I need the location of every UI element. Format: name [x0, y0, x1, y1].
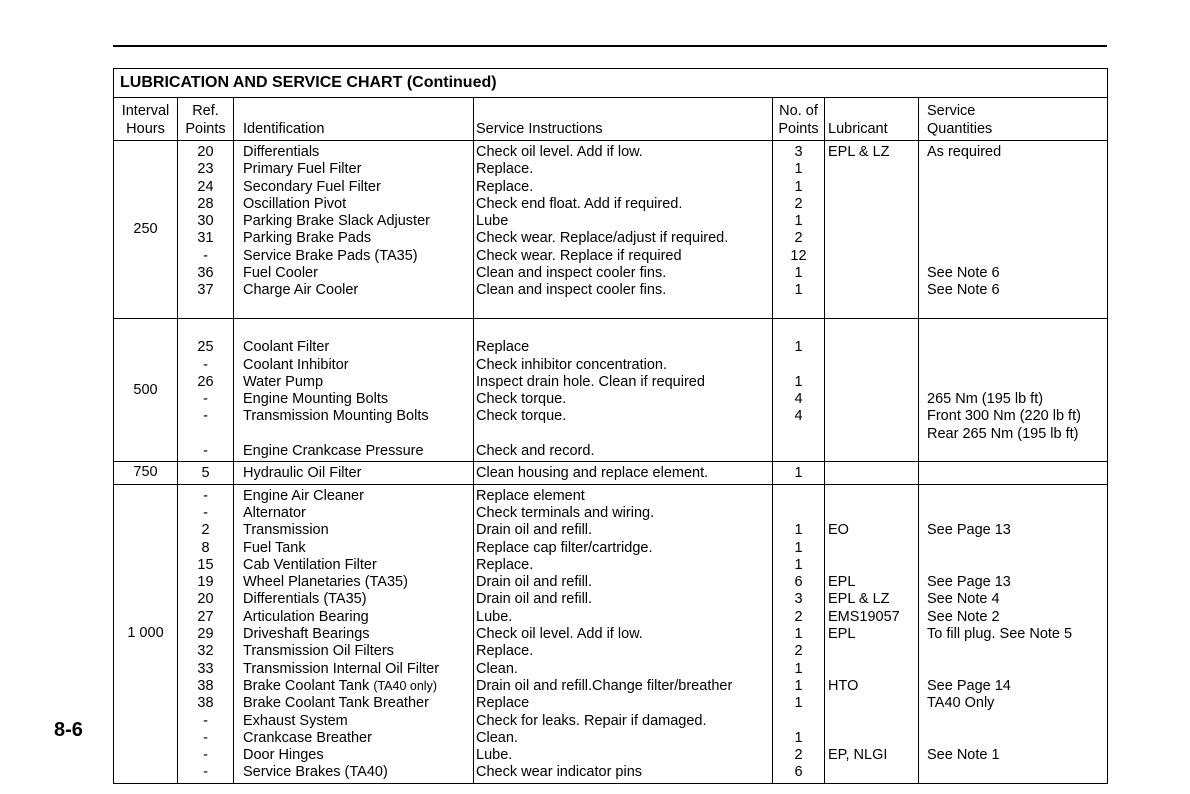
interval-hours: 500 [114, 318, 178, 461]
service-quantity: See Page 13 [927, 522, 1011, 539]
service-instruction: Check terminals and wiring. [476, 504, 655, 521]
lubricant [828, 230, 918, 247]
identification: Engine Air Cleaner [243, 487, 364, 504]
ref-point: 32 [197, 643, 214, 660]
service-instruction: Replace. [476, 161, 534, 178]
service-instruction: Check torque. [476, 408, 567, 425]
number-of-points: 12 [790, 247, 807, 264]
page-number: 8-6 [54, 719, 83, 741]
service-quantity [927, 248, 1107, 265]
ref-point: 23 [197, 161, 214, 178]
service-quantity [927, 443, 1107, 460]
service-quantity [927, 465, 1107, 482]
lubricant [828, 248, 918, 265]
header-interval: Interval Hours [114, 98, 178, 141]
lubricant [828, 695, 918, 712]
lubricant [828, 557, 918, 574]
number-of-points: 1 [794, 660, 803, 677]
number-of-points: 3 [794, 591, 803, 608]
service-instruction: Clean. [476, 660, 518, 677]
lubricant: HTO [828, 677, 859, 694]
lubricant [828, 282, 918, 299]
service-instruction-column [474, 318, 773, 461]
identification: Cab Ventilation Filter [243, 556, 377, 573]
identification [243, 322, 473, 339]
number-of-points: 1 [794, 626, 803, 643]
service-quantity: See Page 14 [927, 677, 1011, 694]
header-lubricant: Lubricant [825, 98, 919, 141]
identification: Coolant Inhibitor [243, 356, 349, 373]
lubricant [828, 391, 918, 408]
identification: Articulation Bearing [243, 608, 369, 625]
top-rule [113, 45, 1107, 47]
identification: Charge Air Cooler [243, 282, 359, 299]
lubricant [828, 443, 918, 460]
service-instruction: Lube. [476, 608, 513, 625]
lubricant [828, 265, 918, 282]
ref-point: - [203, 356, 208, 373]
ref-point: 38 [197, 695, 214, 712]
lubricant-column [825, 462, 919, 484]
service-instruction [476, 300, 772, 317]
identification: Differentials (TA35) [243, 591, 367, 608]
ref-point: 36 [197, 265, 214, 282]
identification: Transmission Mounting Bolts [243, 408, 429, 425]
number-of-points: 2 [794, 195, 803, 212]
service-quantity [927, 357, 1107, 374]
identification: Coolant Filter [243, 339, 330, 356]
chart-title: LUBRICATION AND SERVICE CHART (Continued) [114, 69, 1108, 98]
number-of-points: 1 [794, 465, 803, 482]
service-instruction: Replace [476, 695, 530, 712]
ref-point: 8 [201, 539, 210, 556]
ref-point: 33 [197, 660, 214, 677]
service-quantity [927, 713, 1107, 730]
lubricant: EPL & LZ [828, 591, 890, 608]
service-quantity: See Note 1 [927, 747, 1000, 764]
identification: Water Pump [243, 373, 324, 390]
lubricant [828, 643, 918, 660]
lubricant: EO [828, 522, 849, 539]
lubricant [828, 488, 918, 505]
service-quantity: Front 300 Nm (220 lb ft) [927, 408, 1081, 425]
lubricant [828, 339, 918, 356]
interval-group [114, 141, 1108, 319]
ref-point: - [203, 747, 208, 764]
header-row [114, 98, 1108, 141]
service-instruction: Check wear. Replace/adjust if required. [476, 230, 729, 247]
service-quantity-column [919, 462, 1108, 484]
header-no-of-points: No. of Points [773, 98, 825, 141]
service-instruction: Clean housing and replace element. [476, 465, 709, 482]
identification: Transmission Internal Oil Filter [243, 660, 440, 677]
service-instruction: Replace element [476, 487, 585, 504]
ref-point: - [203, 504, 208, 521]
ref-point: - [203, 391, 208, 408]
service-instruction: Replace [476, 339, 530, 356]
identification: Transmission Oil Filters [243, 643, 394, 660]
identification: Engine Crankcase Pressure [243, 443, 424, 460]
ref-point: - [203, 729, 208, 746]
number-of-points: 1 [794, 695, 803, 712]
ref-point-column [178, 484, 234, 783]
number-of-points [773, 488, 824, 505]
number-of-points: 1 [794, 265, 803, 282]
interval-group [114, 318, 1108, 461]
service-instruction: Clean and inspect cooler fins. [476, 282, 667, 299]
service-quantity [927, 557, 1107, 574]
service-instruction [476, 426, 772, 443]
identification: Secondary Fuel Filter [243, 178, 381, 195]
lubricant: EP, NLGI [828, 747, 888, 764]
lubricant [828, 161, 918, 178]
number-of-points-column [773, 462, 825, 484]
service-instruction: Inspect drain hole. Clean if required [476, 373, 705, 390]
service-instruction: Check and record. [476, 443, 595, 460]
service-instruction: Check oil level. Add if low. [476, 144, 643, 160]
lubricant [828, 374, 918, 391]
identification-column [234, 141, 474, 319]
service-quantity [927, 764, 1107, 781]
service-instruction: Replace. [476, 556, 534, 573]
service-instruction: Drain oil and refill. [476, 591, 593, 608]
lubricant-column [825, 484, 919, 783]
service-quantity [927, 661, 1107, 678]
number-of-points: 2 [794, 608, 803, 625]
identification-column [234, 318, 474, 461]
ref-point: - [203, 408, 208, 425]
number-of-points: 4 [794, 391, 803, 408]
number-of-points-column [773, 318, 825, 461]
service-quantity [927, 161, 1107, 178]
service-instruction: Check end float. Add if required. [476, 195, 683, 212]
number-of-points: 1 [794, 677, 803, 694]
number-of-points: 1 [794, 178, 803, 195]
ref-point: - [203, 487, 208, 504]
service-quantity [927, 643, 1107, 660]
number-of-points: 1 [794, 539, 803, 556]
number-of-points: 1 [794, 213, 803, 230]
service-quantity: As required [927, 144, 1002, 160]
ref-point: 15 [197, 556, 214, 573]
service-instruction: Check torque. [476, 391, 567, 408]
service-instruction-column [474, 484, 773, 783]
interval-hours: 750 [114, 462, 178, 484]
lubricant-column [825, 141, 919, 319]
service-instruction: Drain oil and refill.Change filter/breather [476, 677, 733, 694]
service-quantity [927, 230, 1107, 247]
number-of-points [773, 713, 824, 730]
number-of-points: 1 [794, 556, 803, 573]
service-instruction: Lube. [476, 747, 513, 764]
identification-column [234, 484, 474, 783]
service-quantity-column [919, 318, 1108, 461]
service-instruction: Check oil level. Add if low. [476, 626, 643, 643]
ref-point: 19 [197, 574, 214, 591]
number-of-points-column [773, 141, 825, 319]
lubricant: EPL [828, 626, 856, 643]
ref-point: 29 [197, 626, 214, 643]
identification: Door Hinges [243, 747, 324, 764]
ref-point: 25 [197, 339, 214, 356]
number-of-points: 6 [794, 574, 803, 591]
number-of-points: 2 [794, 747, 803, 764]
lubricant [828, 764, 918, 781]
service-instruction: Replace. [476, 643, 534, 660]
number-of-points: 1 [794, 282, 803, 299]
identification: Driveshaft Bearings [243, 626, 370, 643]
identification: Hydraulic Oil Filter [243, 465, 362, 482]
service-quantity [927, 730, 1107, 747]
service-quantity [927, 196, 1107, 213]
number-of-points [773, 426, 824, 443]
service-instruction: Drain oil and refill. [476, 574, 593, 591]
lubricant [828, 322, 918, 339]
lubricant [828, 179, 918, 196]
interval-hours: 250 [114, 141, 178, 319]
ref-point: - [203, 443, 208, 460]
interval-hours: 1 000 [114, 484, 178, 783]
lubricant [828, 505, 918, 522]
ref-point-column [178, 318, 234, 461]
ref-point: 20 [197, 591, 214, 608]
service-quantity [927, 213, 1107, 230]
service-quantity-column [919, 141, 1108, 319]
service-quantity [927, 322, 1107, 339]
service-instruction: Drain oil and refill. [476, 522, 593, 539]
lubricant [828, 300, 918, 317]
identification [243, 426, 473, 443]
service-quantity [927, 179, 1107, 196]
lubricant: EPL & LZ [828, 144, 890, 160]
service-instruction-column [474, 141, 773, 319]
identification: Brake Coolant Tank Breather [243, 695, 429, 712]
lubricant [828, 357, 918, 374]
lubricant [828, 540, 918, 557]
number-of-points: 1 [794, 522, 803, 539]
ref-point-column [178, 462, 234, 484]
interval-group [114, 484, 1108, 783]
identification: Differentials [243, 144, 320, 160]
ref-point: 30 [197, 213, 214, 230]
service-quantity: See Note 6 [927, 282, 1000, 299]
service-instruction: Replace. [476, 178, 534, 195]
number-of-points [773, 357, 824, 374]
service-instruction: Lube [476, 213, 509, 230]
service-instruction: Clean. [476, 729, 518, 746]
identification: Alternator [243, 504, 306, 521]
header-service-instructions: Service Instructions [474, 98, 773, 141]
service-quantity: See Note 2 [927, 608, 1000, 625]
service-instruction: Clean and inspect cooler fins. [476, 265, 667, 282]
service-quantity: To fill plug. See Note 5 [927, 626, 1073, 643]
identification-column [234, 462, 474, 484]
number-of-points [773, 505, 824, 522]
lubricant [828, 213, 918, 230]
service-quantity [927, 488, 1107, 505]
identification: Fuel Tank [243, 539, 306, 556]
ref-point: 24 [197, 178, 214, 195]
ref-point [178, 322, 233, 339]
identification: Primary Fuel Filter [243, 161, 362, 178]
ref-point: 28 [197, 195, 214, 212]
identification: Engine Mounting Bolts [243, 391, 389, 408]
number-of-points [773, 300, 824, 317]
service-quantity [927, 300, 1107, 317]
number-of-points-column [773, 484, 825, 783]
ref-point: 27 [197, 608, 214, 625]
ref-point [178, 426, 233, 443]
ref-point: 20 [197, 144, 214, 160]
lubricant [828, 426, 918, 443]
number-of-points: 6 [794, 764, 803, 781]
service-quantity: Rear 265 Nm (195 lb ft) [927, 425, 1079, 442]
identification: Fuel Cooler [243, 265, 318, 282]
service-quantity: See Note 4 [927, 591, 1000, 608]
number-of-points [773, 322, 824, 339]
service-quantity: See Note 6 [927, 265, 1000, 282]
ref-point: - [203, 712, 208, 729]
service-instruction: Replace cap filter/cartridge. [476, 539, 653, 556]
service-instruction: Check wear. Replace if required [476, 247, 682, 264]
identification: Exhaust System [243, 712, 348, 729]
identification: Parking Brake Slack Adjuster [243, 213, 430, 230]
ref-point [178, 300, 233, 317]
identification: Transmission [243, 522, 329, 539]
lubricant [828, 730, 918, 747]
ref-point: 5 [201, 465, 210, 482]
lubrication-service-chart [113, 68, 1108, 784]
ref-point: 38 [197, 677, 214, 694]
number-of-points: 2 [794, 230, 803, 247]
service-instruction: Check inhibitor concentration. [476, 356, 668, 373]
ref-point: - [203, 764, 208, 781]
service-quantity: 265 Nm (195 lb ft) [927, 391, 1044, 408]
ref-point: - [203, 247, 208, 264]
lubricant-column [825, 318, 919, 461]
identification: Wheel Planetaries (TA35) [243, 574, 408, 591]
service-quantity-column [919, 484, 1108, 783]
service-quantity [927, 505, 1107, 522]
identification: Service Brake Pads (TA35) [243, 247, 418, 264]
ref-point: 2 [201, 522, 210, 539]
lubricant [828, 408, 918, 425]
interval-group [114, 462, 1108, 484]
lubricant [828, 713, 918, 730]
identification: Oscillation Pivot [243, 195, 347, 212]
lubricant [828, 465, 918, 482]
service-quantity: See Page 13 [927, 574, 1011, 591]
ref-point: 26 [197, 373, 214, 390]
identification: Parking Brake Pads [243, 230, 372, 247]
lubricant: EMS19057 [828, 608, 900, 625]
service-instruction-column [474, 462, 773, 484]
ref-point-column [178, 141, 234, 319]
number-of-points: 1 [794, 373, 803, 390]
identification: Service Brakes (TA40) [243, 764, 388, 781]
ref-point: 31 [197, 230, 214, 247]
number-of-points [773, 443, 824, 460]
header-service-quantities: Service Quantities [919, 98, 1108, 141]
ref-point: 37 [197, 282, 214, 299]
number-of-points: 1 [794, 161, 803, 178]
identification: Crankcase Breather [243, 729, 372, 746]
service-quantity [927, 339, 1107, 356]
number-of-points: 1 [794, 339, 803, 356]
service-quantity: TA40 Only [927, 695, 995, 712]
identification-note: (TA40 only) [373, 678, 437, 693]
lubricant [828, 661, 918, 678]
identification [243, 300, 473, 317]
header-identification: Identification [234, 98, 474, 141]
service-quantity [927, 374, 1107, 391]
header-ref-points: Ref. Points [178, 98, 234, 141]
lubricant [828, 196, 918, 213]
service-instruction: Check wear indicator pins [476, 764, 643, 781]
number-of-points: 4 [794, 408, 803, 425]
number-of-points: 2 [794, 643, 803, 660]
identification: Brake Coolant Tank (TA40 only) [243, 677, 437, 694]
number-of-points: 1 [794, 729, 803, 746]
service-quantity [927, 540, 1107, 557]
number-of-points: 3 [794, 144, 803, 160]
service-instruction: Check for leaks. Repair if damaged. [476, 712, 707, 729]
service-instruction [476, 322, 772, 339]
lubricant: EPL [828, 574, 856, 591]
